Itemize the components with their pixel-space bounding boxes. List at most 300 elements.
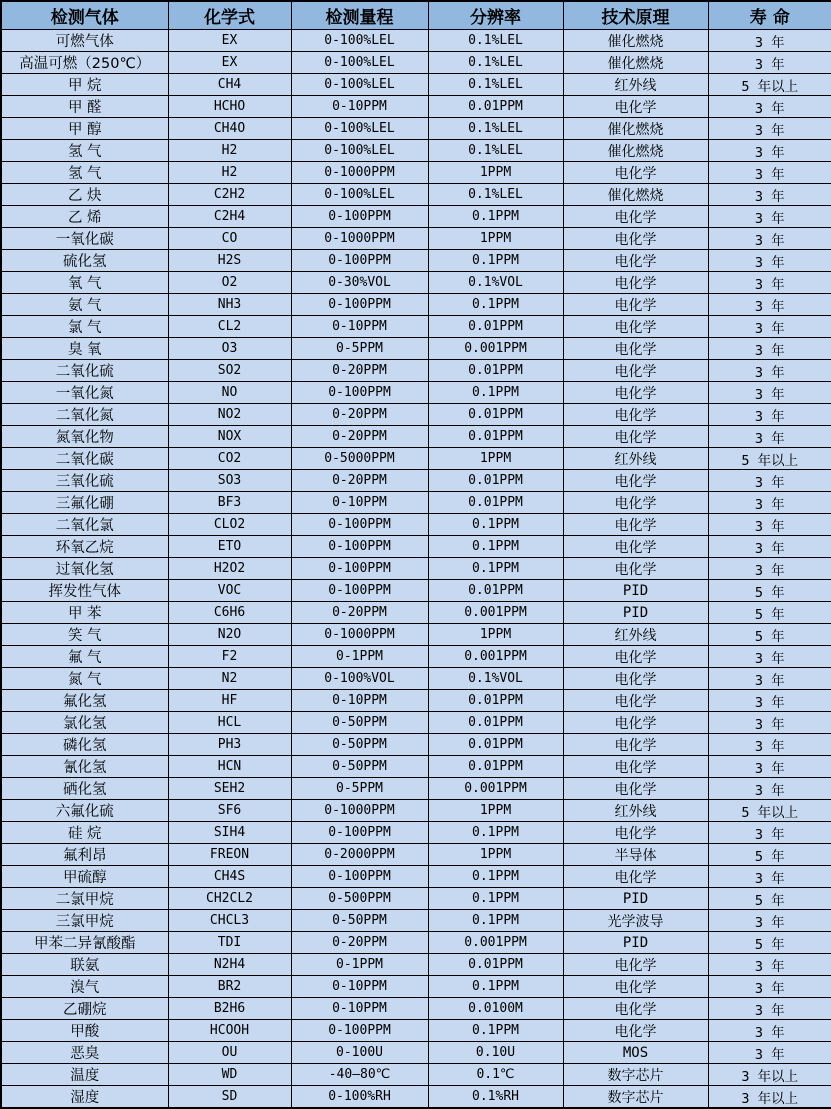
cell-chemical-formula: N2O	[168, 624, 291, 646]
cell-technology: 电化学	[563, 558, 708, 580]
cell-lifespan: 3 年	[708, 646, 831, 668]
cell-lifespan: 3 年	[708, 756, 831, 778]
cell-gas-name: 氧 气	[1, 272, 168, 294]
cell-lifespan: 3 年	[708, 118, 831, 140]
cell-chemical-formula: TDI	[168, 932, 291, 954]
cell-detection-range: 0-1PPM	[291, 954, 428, 976]
cell-chemical-formula: CO	[168, 228, 291, 250]
cell-technology: 电化学	[563, 382, 708, 404]
table-row	[1, 822, 831, 844]
table-row	[1, 316, 831, 338]
cell-chemical-formula: NO	[168, 382, 291, 404]
table-row	[1, 272, 831, 294]
cell-detection-range: 0-10PPM	[291, 690, 428, 712]
cell-gas-name: 甲苯二异氰酸酯	[1, 932, 168, 954]
cell-lifespan: 3 年	[708, 866, 831, 888]
cell-resolution: 0.10U	[428, 1042, 563, 1064]
cell-gas-name: 六氟化硫	[1, 800, 168, 822]
cell-detection-range: 0-5PPM	[291, 778, 428, 800]
cell-technology: 电化学	[563, 228, 708, 250]
cell-technology: 催化燃烧	[563, 184, 708, 206]
cell-technology: 红外线	[563, 448, 708, 470]
cell-gas-name: 二氧化氮	[1, 404, 168, 426]
cell-chemical-formula: H2S	[168, 250, 291, 272]
cell-chemical-formula: O2	[168, 272, 291, 294]
cell-gas-name: 氯 气	[1, 316, 168, 338]
table-header	[1, 1, 831, 30]
cell-resolution: 0.1PPM	[428, 294, 563, 316]
table-row	[1, 954, 831, 976]
cell-resolution: 0.1%LEL	[428, 74, 563, 96]
cell-detection-range: 0-1000PPM	[291, 162, 428, 184]
cell-gas-name: 溴气	[1, 976, 168, 998]
cell-detection-range: 0-100PPM	[291, 294, 428, 316]
cell-detection-range: 0-10PPM	[291, 976, 428, 998]
cell-lifespan: 3 年	[708, 404, 831, 426]
cell-detection-range: 0-50PPM	[291, 712, 428, 734]
cell-technology: 催化燃烧	[563, 30, 708, 52]
table-row	[1, 52, 831, 74]
cell-resolution: 0.1%LEL	[428, 30, 563, 52]
cell-gas-name: 二氯甲烷	[1, 888, 168, 910]
cell-detection-range: 0-1000PPM	[291, 624, 428, 646]
cell-gas-name: 环氧乙烷	[1, 536, 168, 558]
table-row	[1, 712, 831, 734]
cell-detection-range: 0-100PPM	[291, 250, 428, 272]
cell-chemical-formula: NO2	[168, 404, 291, 426]
header-resolution: 分辨率	[428, 1, 563, 30]
cell-lifespan: 3 年	[708, 514, 831, 536]
table-row	[1, 888, 831, 910]
header-detection-range: 检测量程	[291, 1, 428, 30]
cell-technology: 电化学	[563, 338, 708, 360]
cell-detection-range: 0-10PPM	[291, 492, 428, 514]
cell-resolution: 0.1PPM	[428, 822, 563, 844]
cell-technology: 电化学	[563, 470, 708, 492]
cell-resolution: 1PPM	[428, 162, 563, 184]
cell-lifespan: 3 年	[708, 734, 831, 756]
cell-technology: 电化学	[563, 712, 708, 734]
cell-detection-range: 0-100PPM	[291, 558, 428, 580]
table-row	[1, 668, 831, 690]
cell-chemical-formula: SO3	[168, 470, 291, 492]
cell-detection-range: 0-20PPM	[291, 932, 428, 954]
table-row	[1, 382, 831, 404]
cell-detection-range: 0-10PPM	[291, 998, 428, 1020]
cell-chemical-formula: N2	[168, 668, 291, 690]
cell-lifespan: 3 年	[708, 52, 831, 74]
cell-resolution: 0.001PPM	[428, 778, 563, 800]
cell-gas-name: 二氧化碳	[1, 448, 168, 470]
cell-chemical-formula: SD	[168, 1086, 291, 1109]
cell-chemical-formula: C6H6	[168, 602, 291, 624]
cell-chemical-formula: CHCL3	[168, 910, 291, 932]
cell-chemical-formula: CH4O	[168, 118, 291, 140]
table-row	[1, 536, 831, 558]
cell-technology: 电化学	[563, 272, 708, 294]
cell-technology: 电化学	[563, 690, 708, 712]
cell-detection-range: 0-100PPM	[291, 866, 428, 888]
cell-resolution: 0.01PPM	[428, 756, 563, 778]
cell-detection-range: 0-100%RH	[291, 1086, 428, 1109]
cell-technology: 电化学	[563, 646, 708, 668]
table-row	[1, 910, 831, 932]
cell-technology: 电化学	[563, 954, 708, 976]
table-row	[1, 778, 831, 800]
cell-resolution: 1PPM	[428, 228, 563, 250]
table-row	[1, 338, 831, 360]
cell-detection-range: 0-100%LEL	[291, 30, 428, 52]
cell-resolution: 0.01PPM	[428, 96, 563, 118]
table-row	[1, 74, 831, 96]
cell-lifespan: 3 年	[708, 690, 831, 712]
header-lifespan: 寿 命	[708, 1, 831, 30]
header-gas-name: 检测气体	[1, 1, 168, 30]
cell-chemical-formula: WD	[168, 1064, 291, 1086]
table-row	[1, 932, 831, 954]
cell-lifespan: 3 年	[708, 272, 831, 294]
cell-technology: 催化燃烧	[563, 118, 708, 140]
cell-resolution: 0.1%RH	[428, 1086, 563, 1109]
cell-lifespan: 3 年	[708, 998, 831, 1020]
cell-technology: 电化学	[563, 514, 708, 536]
cell-gas-name: 甲硫醇	[1, 866, 168, 888]
cell-detection-range: 0-1000PPM	[291, 800, 428, 822]
cell-resolution: 0.1%LEL	[428, 52, 563, 74]
table-row	[1, 998, 831, 1020]
cell-detection-range: 0-50PPM	[291, 910, 428, 932]
cell-detection-range: 0-10PPM	[291, 316, 428, 338]
cell-detection-range: 0-5PPM	[291, 338, 428, 360]
cell-resolution: 0.01PPM	[428, 712, 563, 734]
cell-technology: 电化学	[563, 536, 708, 558]
cell-resolution: 0.001PPM	[428, 602, 563, 624]
cell-lifespan: 3 年	[708, 668, 831, 690]
table-row	[1, 1042, 831, 1064]
cell-gas-name: 甲酸	[1, 1020, 168, 1042]
cell-gas-name: 氰化氢	[1, 756, 168, 778]
cell-gas-name: 乙 烯	[1, 206, 168, 228]
cell-lifespan: 3 年	[708, 492, 831, 514]
table-body	[1, 30, 831, 1109]
cell-gas-name: 氮 气	[1, 668, 168, 690]
cell-gas-name: 氟利昂	[1, 844, 168, 866]
cell-chemical-formula: EX	[168, 52, 291, 74]
cell-resolution: 0.01PPM	[428, 734, 563, 756]
cell-detection-range: 0-100%LEL	[291, 52, 428, 74]
cell-chemical-formula: CH4	[168, 74, 291, 96]
cell-resolution: 0.1PPM	[428, 976, 563, 998]
cell-lifespan: 3 年	[708, 1042, 831, 1064]
cell-gas-name: 硫化氢	[1, 250, 168, 272]
cell-detection-range: 0-100U	[291, 1042, 428, 1064]
cell-chemical-formula: HF	[168, 690, 291, 712]
cell-gas-name: 三氟化硼	[1, 492, 168, 514]
cell-resolution: 0.01PPM	[428, 316, 563, 338]
table-row	[1, 250, 831, 272]
cell-technology: 电化学	[563, 404, 708, 426]
cell-technology: 光学波导	[563, 910, 708, 932]
cell-gas-name: 乙 炔	[1, 184, 168, 206]
cell-detection-range: 0-100PPM	[291, 382, 428, 404]
cell-technology: 电化学	[563, 734, 708, 756]
cell-resolution: 0.1PPM	[428, 888, 563, 910]
cell-technology: 数字芯片	[563, 1086, 708, 1109]
table-row	[1, 140, 831, 162]
cell-detection-range: 0-50PPM	[291, 734, 428, 756]
cell-detection-range: 0-100%LEL	[291, 118, 428, 140]
cell-detection-range: 0-5000PPM	[291, 448, 428, 470]
cell-resolution: 0.1℃	[428, 1064, 563, 1086]
cell-detection-range: 0-30%VOL	[291, 272, 428, 294]
cell-technology: 电化学	[563, 822, 708, 844]
cell-technology: 电化学	[563, 492, 708, 514]
cell-gas-name: 高温可燃（250℃）	[1, 52, 168, 74]
cell-chemical-formula: OU	[168, 1042, 291, 1064]
cell-detection-range: 0-50PPM	[291, 756, 428, 778]
table-row	[1, 470, 831, 492]
cell-resolution: 0.01PPM	[428, 404, 563, 426]
cell-gas-name: 乙硼烷	[1, 998, 168, 1020]
cell-technology: 电化学	[563, 316, 708, 338]
cell-resolution: 1PPM	[428, 844, 563, 866]
cell-chemical-formula: BR2	[168, 976, 291, 998]
cell-gas-name: 甲 醇	[1, 118, 168, 140]
cell-detection-range: 0-1000PPM	[291, 228, 428, 250]
cell-resolution: 0.01PPM	[428, 954, 563, 976]
cell-chemical-formula: SEH2	[168, 778, 291, 800]
cell-chemical-formula: O3	[168, 338, 291, 360]
cell-lifespan: 5 年以上	[708, 74, 831, 96]
table-row	[1, 448, 831, 470]
cell-chemical-formula: B2H6	[168, 998, 291, 1020]
cell-technology: 红外线	[563, 800, 708, 822]
cell-gas-name: 氮氧化物	[1, 426, 168, 448]
cell-gas-name: 二氧化氯	[1, 514, 168, 536]
cell-chemical-formula: CO2	[168, 448, 291, 470]
cell-technology: 红外线	[563, 624, 708, 646]
cell-resolution: 0.01PPM	[428, 580, 563, 602]
cell-lifespan: 5 年	[708, 844, 831, 866]
cell-detection-range: 0-20PPM	[291, 470, 428, 492]
cell-lifespan: 3 年	[708, 338, 831, 360]
cell-technology: 半导体	[563, 844, 708, 866]
cell-resolution: 0.01PPM	[428, 492, 563, 514]
cell-lifespan: 3 年	[708, 382, 831, 404]
cell-technology: 电化学	[563, 162, 708, 184]
header-chemical-formula: 化学式	[168, 1, 291, 30]
table-row	[1, 118, 831, 140]
cell-gas-name: 过氧化氢	[1, 558, 168, 580]
table-row	[1, 558, 831, 580]
table-row	[1, 162, 831, 184]
table-row	[1, 1020, 831, 1042]
cell-chemical-formula: BF3	[168, 492, 291, 514]
cell-lifespan: 3 年	[708, 712, 831, 734]
table-row	[1, 800, 831, 822]
cell-detection-range: 0-20PPM	[291, 426, 428, 448]
cell-technology: 电化学	[563, 976, 708, 998]
cell-technology: 电化学	[563, 756, 708, 778]
table-row	[1, 30, 831, 52]
table-row	[1, 646, 831, 668]
table-row	[1, 228, 831, 250]
cell-chemical-formula: HCOOH	[168, 1020, 291, 1042]
cell-detection-range: 0-20PPM	[291, 602, 428, 624]
cell-gas-name: 甲 醛	[1, 96, 168, 118]
cell-chemical-formula: C2H2	[168, 184, 291, 206]
cell-gas-name: 恶臭	[1, 1042, 168, 1064]
cell-lifespan: 3 年	[708, 140, 831, 162]
cell-lifespan: 3 年	[708, 206, 831, 228]
cell-chemical-formula: H2	[168, 162, 291, 184]
cell-gas-name: 臭 氧	[1, 338, 168, 360]
cell-technology: 电化学	[563, 206, 708, 228]
cell-detection-range: 0-100PPM	[291, 1020, 428, 1042]
cell-chemical-formula: SIH4	[168, 822, 291, 844]
cell-gas-name: 磷化氢	[1, 734, 168, 756]
cell-technology: PID	[563, 602, 708, 624]
table-row	[1, 976, 831, 998]
cell-resolution: 0.01PPM	[428, 426, 563, 448]
table-row	[1, 734, 831, 756]
cell-lifespan: 3 年	[708, 360, 831, 382]
cell-gas-name: 氟 气	[1, 646, 168, 668]
cell-resolution: 0.1PPM	[428, 910, 563, 932]
cell-chemical-formula: ETO	[168, 536, 291, 558]
cell-lifespan: 5 年	[708, 932, 831, 954]
cell-lifespan: 3 年	[708, 294, 831, 316]
cell-chemical-formula: N2H4	[168, 954, 291, 976]
cell-lifespan: 3 年	[708, 96, 831, 118]
cell-resolution: 0.01PPM	[428, 470, 563, 492]
cell-resolution: 0.1PPM	[428, 514, 563, 536]
cell-lifespan: 3 年	[708, 30, 831, 52]
cell-detection-range: 0-100%VOL	[291, 668, 428, 690]
table-row	[1, 866, 831, 888]
cell-resolution: 0.1%LEL	[428, 184, 563, 206]
cell-chemical-formula: C2H4	[168, 206, 291, 228]
cell-chemical-formula: HCL	[168, 712, 291, 734]
header-technology: 技术原理	[563, 1, 708, 30]
cell-chemical-formula: FREON	[168, 844, 291, 866]
cell-resolution: 0.1PPM	[428, 536, 563, 558]
cell-detection-range: 0-100PPM	[291, 536, 428, 558]
table-row	[1, 690, 831, 712]
cell-lifespan: 3 年	[708, 250, 831, 272]
cell-lifespan: 3 年以上	[708, 1086, 831, 1109]
cell-gas-name: 甲 苯	[1, 602, 168, 624]
cell-lifespan: 3 年	[708, 1020, 831, 1042]
table-row	[1, 756, 831, 778]
table-row	[1, 844, 831, 866]
cell-resolution: 0.0100M	[428, 998, 563, 1020]
cell-technology: 电化学	[563, 866, 708, 888]
cell-resolution: 0.1PPM	[428, 206, 563, 228]
cell-lifespan: 3 年	[708, 910, 831, 932]
cell-resolution: 0.1PPM	[428, 866, 563, 888]
cell-technology: PID	[563, 888, 708, 910]
cell-lifespan: 5 年以上	[708, 448, 831, 470]
cell-lifespan: 5 年	[708, 602, 831, 624]
cell-detection-range: 0-1PPM	[291, 646, 428, 668]
cell-chemical-formula: NOX	[168, 426, 291, 448]
cell-lifespan: 5 年以上	[708, 800, 831, 822]
cell-gas-name: 硒化氢	[1, 778, 168, 800]
cell-lifespan: 3 年	[708, 536, 831, 558]
cell-lifespan: 5 年	[708, 624, 831, 646]
cell-resolution: 0.1PPM	[428, 558, 563, 580]
cell-gas-name: 一氧化氮	[1, 382, 168, 404]
cell-chemical-formula: HCN	[168, 756, 291, 778]
cell-gas-name: 氯化氢	[1, 712, 168, 734]
cell-lifespan: 3 年	[708, 316, 831, 338]
cell-chemical-formula: H2O2	[168, 558, 291, 580]
cell-resolution: 0.1%LEL	[428, 118, 563, 140]
table-row	[1, 404, 831, 426]
cell-technology: 催化燃烧	[563, 52, 708, 74]
table-row	[1, 96, 831, 118]
cell-detection-range: 0-100%LEL	[291, 74, 428, 96]
table-row	[1, 514, 831, 536]
cell-chemical-formula: CL2	[168, 316, 291, 338]
cell-lifespan: 3 年	[708, 822, 831, 844]
table-row	[1, 492, 831, 514]
cell-lifespan: 3 年	[708, 558, 831, 580]
cell-detection-range: 0-500PPM	[291, 888, 428, 910]
cell-resolution: 0.001PPM	[428, 932, 563, 954]
cell-chemical-formula: CLO2	[168, 514, 291, 536]
cell-gas-name: 氢 气	[1, 162, 168, 184]
cell-chemical-formula: SO2	[168, 360, 291, 382]
cell-resolution: 0.1%VOL	[428, 668, 563, 690]
cell-resolution: 1PPM	[428, 624, 563, 646]
cell-technology: 电化学	[563, 778, 708, 800]
cell-technology: MOS	[563, 1042, 708, 1064]
cell-technology: PID	[563, 580, 708, 602]
cell-lifespan: 3 年	[708, 184, 831, 206]
table-row	[1, 580, 831, 602]
cell-lifespan: 5 年	[708, 580, 831, 602]
cell-lifespan: 5 年	[708, 888, 831, 910]
cell-technology: 电化学	[563, 96, 708, 118]
cell-gas-name: 氟化氢	[1, 690, 168, 712]
table-row	[1, 624, 831, 646]
cell-technology: 电化学	[563, 1020, 708, 1042]
cell-lifespan: 3 年	[708, 228, 831, 250]
cell-technology: 红外线	[563, 74, 708, 96]
cell-technology: 数字芯片	[563, 1064, 708, 1086]
cell-resolution: 0.1PPM	[428, 382, 563, 404]
cell-resolution: 0.001PPM	[428, 338, 563, 360]
cell-chemical-formula: NH3	[168, 294, 291, 316]
cell-technology: 电化学	[563, 426, 708, 448]
cell-resolution: 0.01PPM	[428, 690, 563, 712]
cell-gas-name: 温度	[1, 1064, 168, 1086]
table-row	[1, 294, 831, 316]
cell-gas-name: 一氧化碳	[1, 228, 168, 250]
cell-gas-name: 三氯甲烷	[1, 910, 168, 932]
cell-technology: 电化学	[563, 250, 708, 272]
cell-resolution: 0.1%VOL	[428, 272, 563, 294]
table-row	[1, 602, 831, 624]
cell-resolution: 0.001PPM	[428, 646, 563, 668]
cell-chemical-formula: VOC	[168, 580, 291, 602]
cell-resolution: 1PPM	[428, 800, 563, 822]
cell-gas-name: 联氨	[1, 954, 168, 976]
cell-technology: 催化燃烧	[563, 140, 708, 162]
cell-gas-name: 湿度	[1, 1086, 168, 1109]
